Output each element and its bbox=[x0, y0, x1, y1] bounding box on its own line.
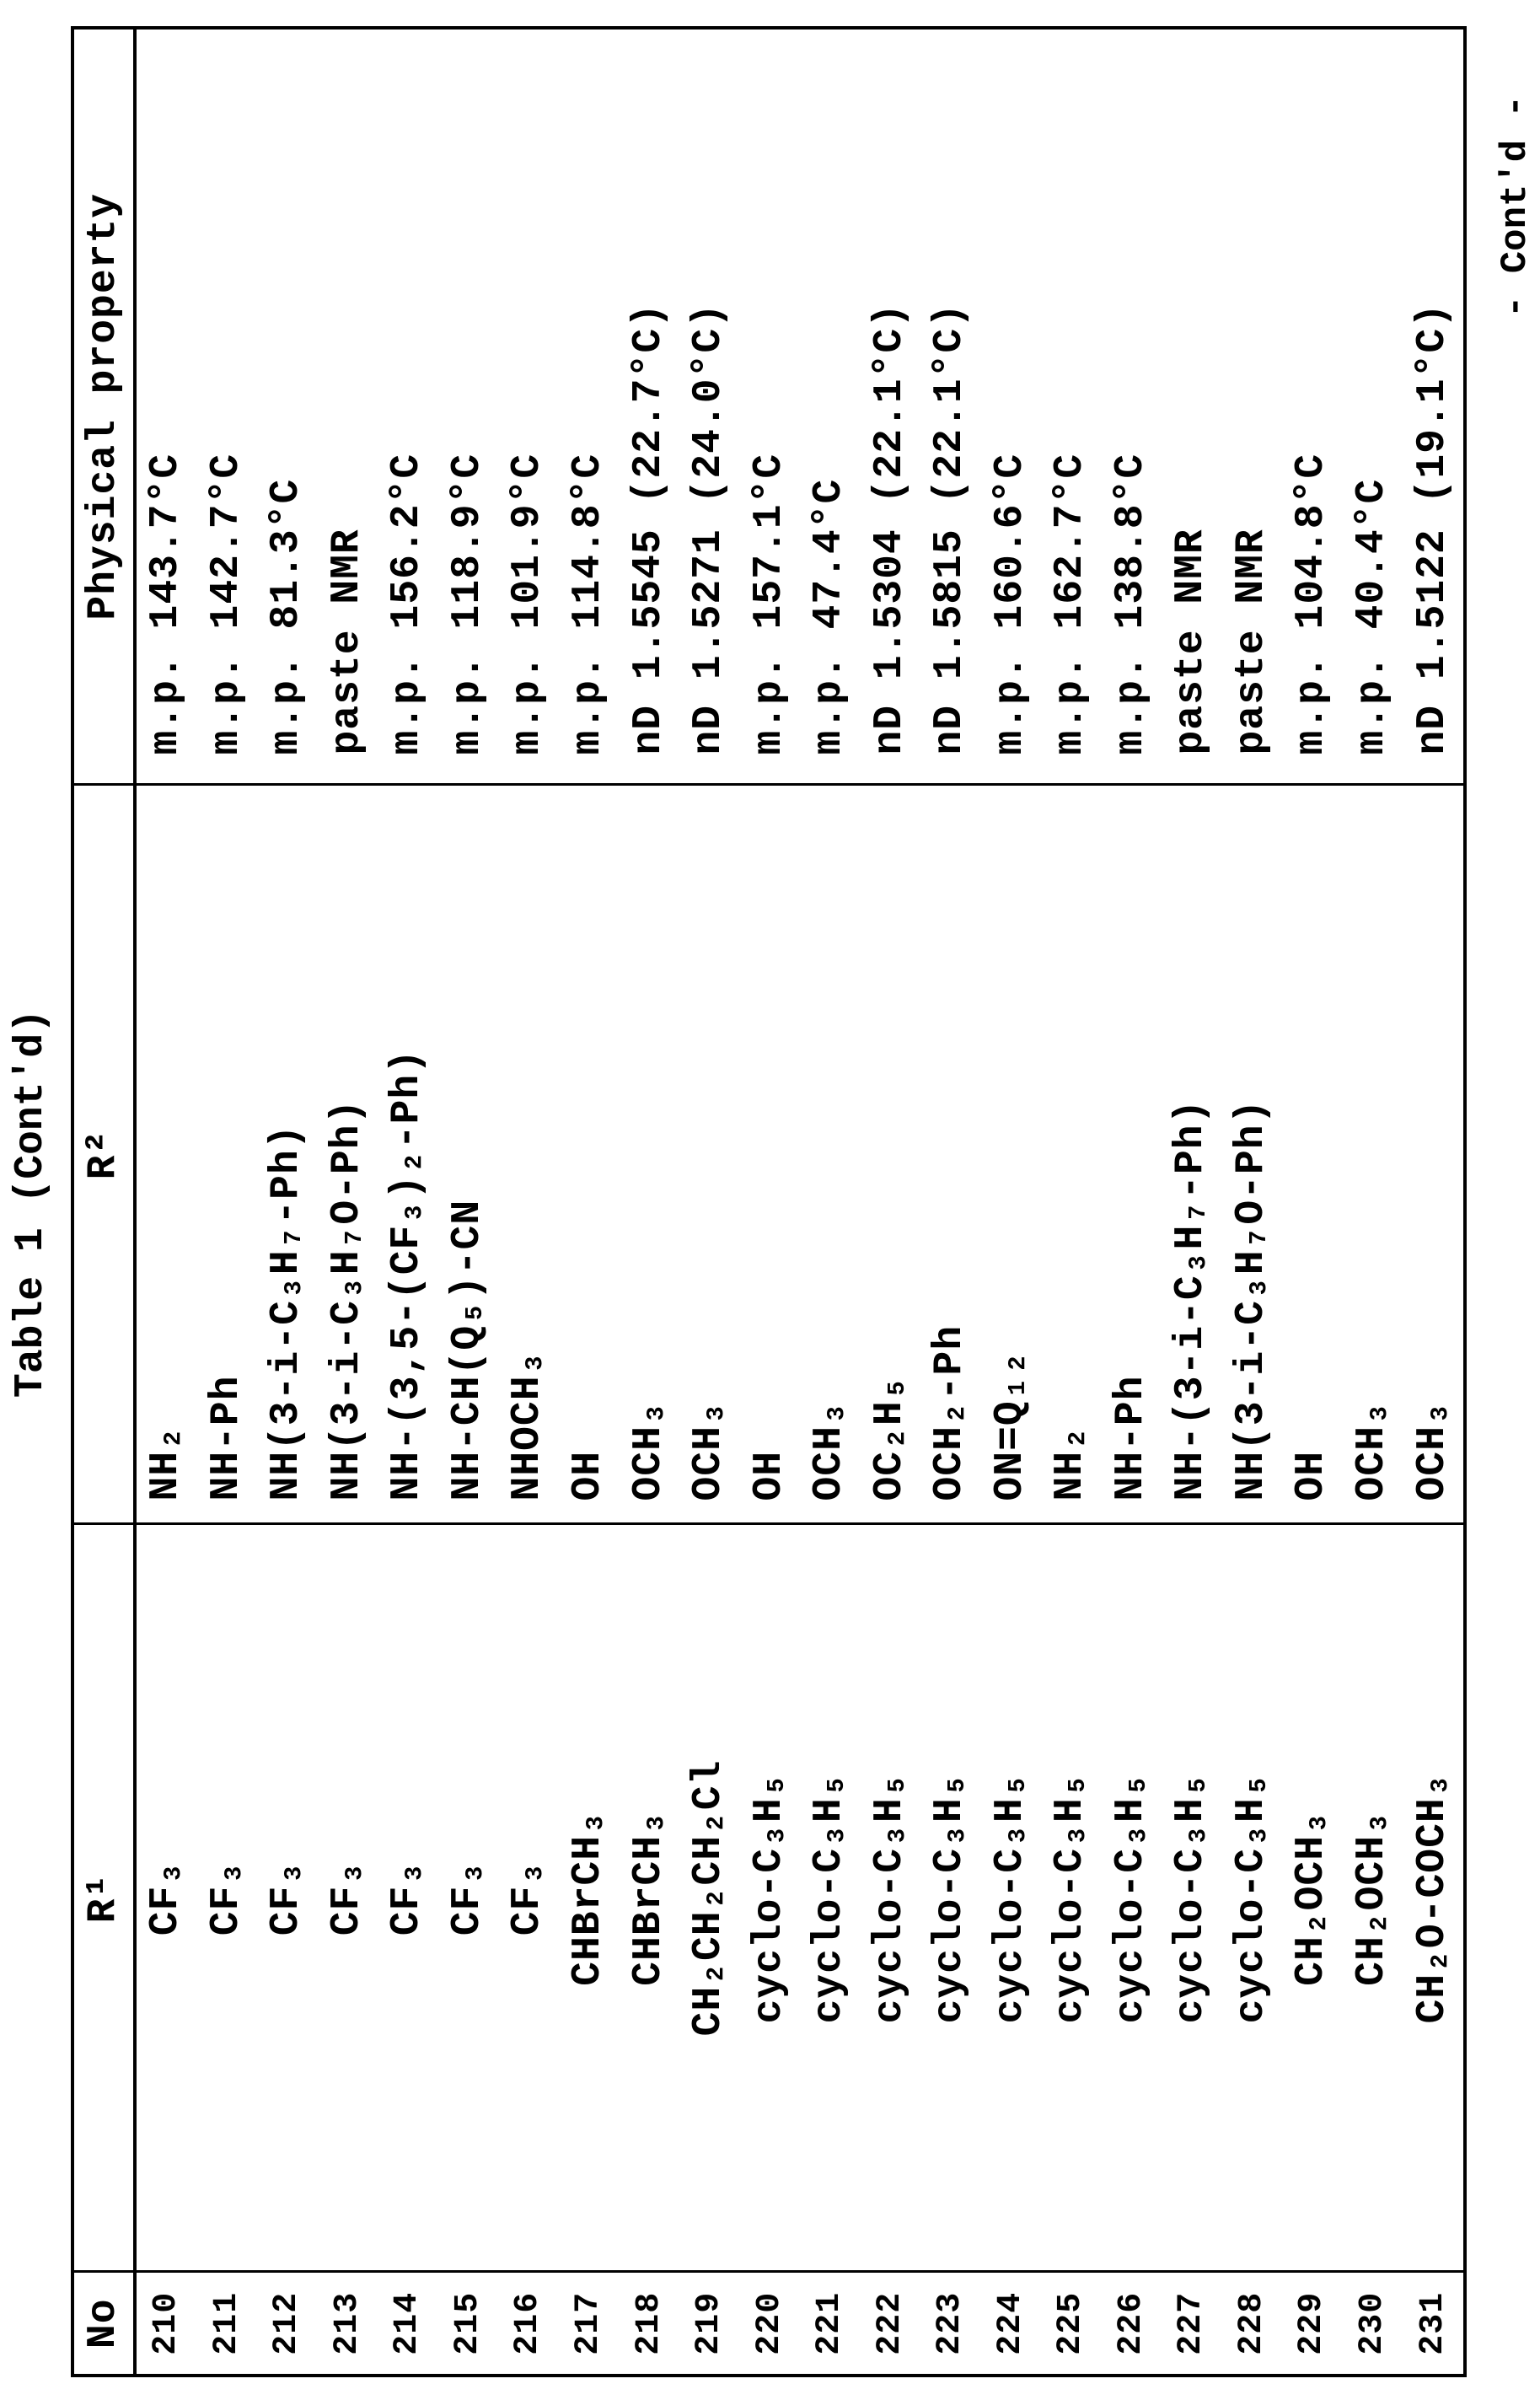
cell-r1: cyclo-C₃H₅ bbox=[800, 1524, 861, 2272]
cell-r1: CF₃ bbox=[197, 1524, 258, 2272]
cell-r1: cyclo-C₃H₅ bbox=[739, 1524, 800, 2272]
table-row bbox=[980, 28, 1041, 2376]
cell-r1: CH₂OCH₃ bbox=[1343, 1524, 1403, 2272]
cell-r1: cyclo-C₃H₅ bbox=[1222, 1524, 1283, 2272]
cell-no: 210 bbox=[135, 2272, 197, 2376]
cell-physical-property: m.p. 142.7°C bbox=[197, 28, 258, 785]
cell-r2: OCH₂-Ph bbox=[920, 785, 981, 1524]
cell-r1: cyclo-C₃H₅ bbox=[1041, 1524, 1102, 2272]
table-row bbox=[739, 28, 800, 2376]
table-row bbox=[860, 28, 920, 2376]
cell-no: 216 bbox=[498, 2272, 559, 2376]
header-no: No bbox=[72, 2272, 135, 2376]
cell-no: 219 bbox=[679, 2272, 740, 2376]
cell-r2: NH(3-i-C₃H₇-Ph) bbox=[257, 785, 318, 1524]
cell-r1: CF₃ bbox=[257, 1524, 318, 2272]
cell-no: 223 bbox=[920, 2272, 981, 2376]
cell-r1: cyclo-C₃H₅ bbox=[860, 1524, 920, 2272]
table-row bbox=[679, 28, 740, 2376]
table-row bbox=[800, 28, 861, 2376]
cell-r2: OH bbox=[1282, 785, 1343, 1524]
cell-no: 225 bbox=[1041, 2272, 1102, 2376]
cell-r2: NH(3-i-C₃H₇O-Ph) bbox=[1222, 785, 1283, 1524]
header-r2: R² bbox=[72, 785, 135, 1524]
table-row bbox=[438, 28, 499, 2376]
cell-r2: OCH₃ bbox=[800, 785, 861, 1524]
cell-r1: CF₃ bbox=[438, 1524, 499, 2272]
cell-r1: CH₂CH₂CH₂Cl bbox=[679, 1524, 740, 2272]
table-body bbox=[135, 28, 1465, 2376]
cell-r1: CH₂OCH₃ bbox=[1282, 1524, 1343, 2272]
cell-no: 229 bbox=[1282, 2272, 1343, 2376]
cell-physical-property: m.p. 114.8°C bbox=[559, 28, 620, 785]
table-row bbox=[318, 28, 378, 2376]
cell-physical-property: paste NMR bbox=[1222, 28, 1283, 785]
cell-no: 226 bbox=[1102, 2272, 1162, 2376]
cell-no: 230 bbox=[1343, 2272, 1403, 2376]
cell-r2: NH-(3,5-(CF₃)₂-Ph) bbox=[378, 785, 438, 1524]
table-row bbox=[378, 28, 438, 2376]
table-row bbox=[135, 28, 197, 2376]
cell-physical-property: paste NMR bbox=[1162, 28, 1222, 785]
cell-physical-property: nD 1.5271 (24.0°C) bbox=[679, 28, 740, 785]
cell-no: 217 bbox=[559, 2272, 620, 2376]
cell-no: 224 bbox=[980, 2272, 1041, 2376]
table-header-row bbox=[72, 28, 135, 2376]
cell-r2: NH-Ph bbox=[1102, 785, 1162, 1524]
cell-r2: ON=Q₁₂ bbox=[980, 785, 1041, 1524]
cell-physical-property: m.p. 40.4°C bbox=[1343, 28, 1403, 785]
cell-r1: cyclo-C₃H₅ bbox=[920, 1524, 981, 2272]
table-row bbox=[197, 28, 258, 2376]
cell-r1: CH₂O-COCH₃ bbox=[1403, 1524, 1465, 2272]
cell-r2: NH-CH(Q₅)-CN bbox=[438, 785, 499, 1524]
cell-r2: NH₂ bbox=[1041, 785, 1102, 1524]
table-row bbox=[920, 28, 981, 2376]
cell-r2: OCH₃ bbox=[679, 785, 740, 1524]
cell-r2: OCH₃ bbox=[619, 785, 679, 1524]
cell-r1: cyclo-C₃H₅ bbox=[980, 1524, 1041, 2272]
cell-physical-property: nD 1.5122 (19.1°C) bbox=[1403, 28, 1465, 785]
cell-r2: NH(3-i-C₃H₇O-Ph) bbox=[318, 785, 378, 1524]
cell-physical-property: nD 1.5815 (22.1°C) bbox=[920, 28, 981, 785]
cell-no: 221 bbox=[800, 2272, 861, 2376]
cell-no: 227 bbox=[1162, 2272, 1222, 2376]
cell-physical-property: m.p. 157.1°C bbox=[739, 28, 800, 785]
table-row bbox=[1343, 28, 1403, 2376]
cell-physical-property: m.p. 160.6°C bbox=[980, 28, 1041, 785]
continued-note: - Cont'd - bbox=[1496, 67, 1535, 346]
table-row bbox=[1222, 28, 1283, 2376]
cell-physical-property: paste NMR bbox=[318, 28, 378, 785]
cell-r2: OC₂H₅ bbox=[860, 785, 920, 1524]
cell-r2: OCH₃ bbox=[1403, 785, 1465, 1524]
cell-no: 214 bbox=[378, 2272, 438, 2376]
cell-r1: CF₃ bbox=[378, 1524, 438, 2272]
table-row bbox=[1282, 28, 1343, 2376]
table-row bbox=[1041, 28, 1102, 2376]
cell-physical-property: nD 1.5545 (22.7°C) bbox=[619, 28, 679, 785]
table-row bbox=[257, 28, 318, 2376]
cell-no: 218 bbox=[619, 2272, 679, 2376]
rotated-table-page bbox=[71, 30, 1467, 2377]
cell-r2: OH bbox=[559, 785, 620, 1524]
cell-physical-property: m.p. 47.4°C bbox=[800, 28, 861, 785]
cell-no: 215 bbox=[438, 2272, 499, 2376]
table-title: Table 1 (Cont'd) bbox=[5, 30, 57, 2377]
cell-physical-property: m.p. 101.9°C bbox=[498, 28, 559, 785]
cell-physical-property: nD 1.5304 (22.1°C) bbox=[860, 28, 920, 785]
cell-r2: NH-(3-i-C₃H₇-Ph) bbox=[1162, 785, 1222, 1524]
cell-physical-property: m.p. 81.3°C bbox=[257, 28, 318, 785]
cell-r1: CHBrCH₃ bbox=[559, 1524, 620, 2272]
table-row bbox=[619, 28, 679, 2376]
compound-table bbox=[71, 26, 1467, 2377]
table-row bbox=[498, 28, 559, 2376]
cell-physical-property: m.p. 156.2°C bbox=[378, 28, 438, 785]
cell-no: 231 bbox=[1403, 2272, 1465, 2376]
table-row bbox=[1162, 28, 1222, 2376]
cell-physical-property: m.p. 143.7°C bbox=[135, 28, 197, 785]
cell-r1: CF₃ bbox=[135, 1524, 197, 2272]
cell-no: 228 bbox=[1222, 2272, 1283, 2376]
cell-r1: cyclo-C₃H₅ bbox=[1102, 1524, 1162, 2272]
cell-no: 213 bbox=[318, 2272, 378, 2376]
cell-no: 220 bbox=[739, 2272, 800, 2376]
cell-r1: CF₃ bbox=[318, 1524, 378, 2272]
cell-r1: CHBrCH₃ bbox=[619, 1524, 679, 2272]
table-row bbox=[559, 28, 620, 2376]
cell-no: 211 bbox=[197, 2272, 258, 2376]
cell-r2: NH-Ph bbox=[197, 785, 258, 1524]
cell-r1: CF₃ bbox=[498, 1524, 559, 2272]
cell-no: 222 bbox=[860, 2272, 920, 2376]
table-row bbox=[1102, 28, 1162, 2376]
cell-physical-property: m.p. 118.9°C bbox=[438, 28, 499, 785]
cell-r2: NHOCH₃ bbox=[498, 785, 559, 1524]
cell-physical-property: m.p. 162.7°C bbox=[1041, 28, 1102, 785]
cell-physical-property: m.p. 138.8°C bbox=[1102, 28, 1162, 785]
cell-r2: OH bbox=[739, 785, 800, 1524]
cell-physical-property: m.p. 104.8°C bbox=[1282, 28, 1343, 785]
table-row bbox=[1403, 28, 1465, 2376]
cell-r2: NH₂ bbox=[135, 785, 197, 1524]
cell-r2: OCH₃ bbox=[1343, 785, 1403, 1524]
cell-no: 212 bbox=[257, 2272, 318, 2376]
header-physical-property: Physical property bbox=[72, 28, 135, 785]
header-r1: R¹ bbox=[72, 1524, 135, 2272]
cell-r1: cyclo-C₃H₅ bbox=[1162, 1524, 1222, 2272]
